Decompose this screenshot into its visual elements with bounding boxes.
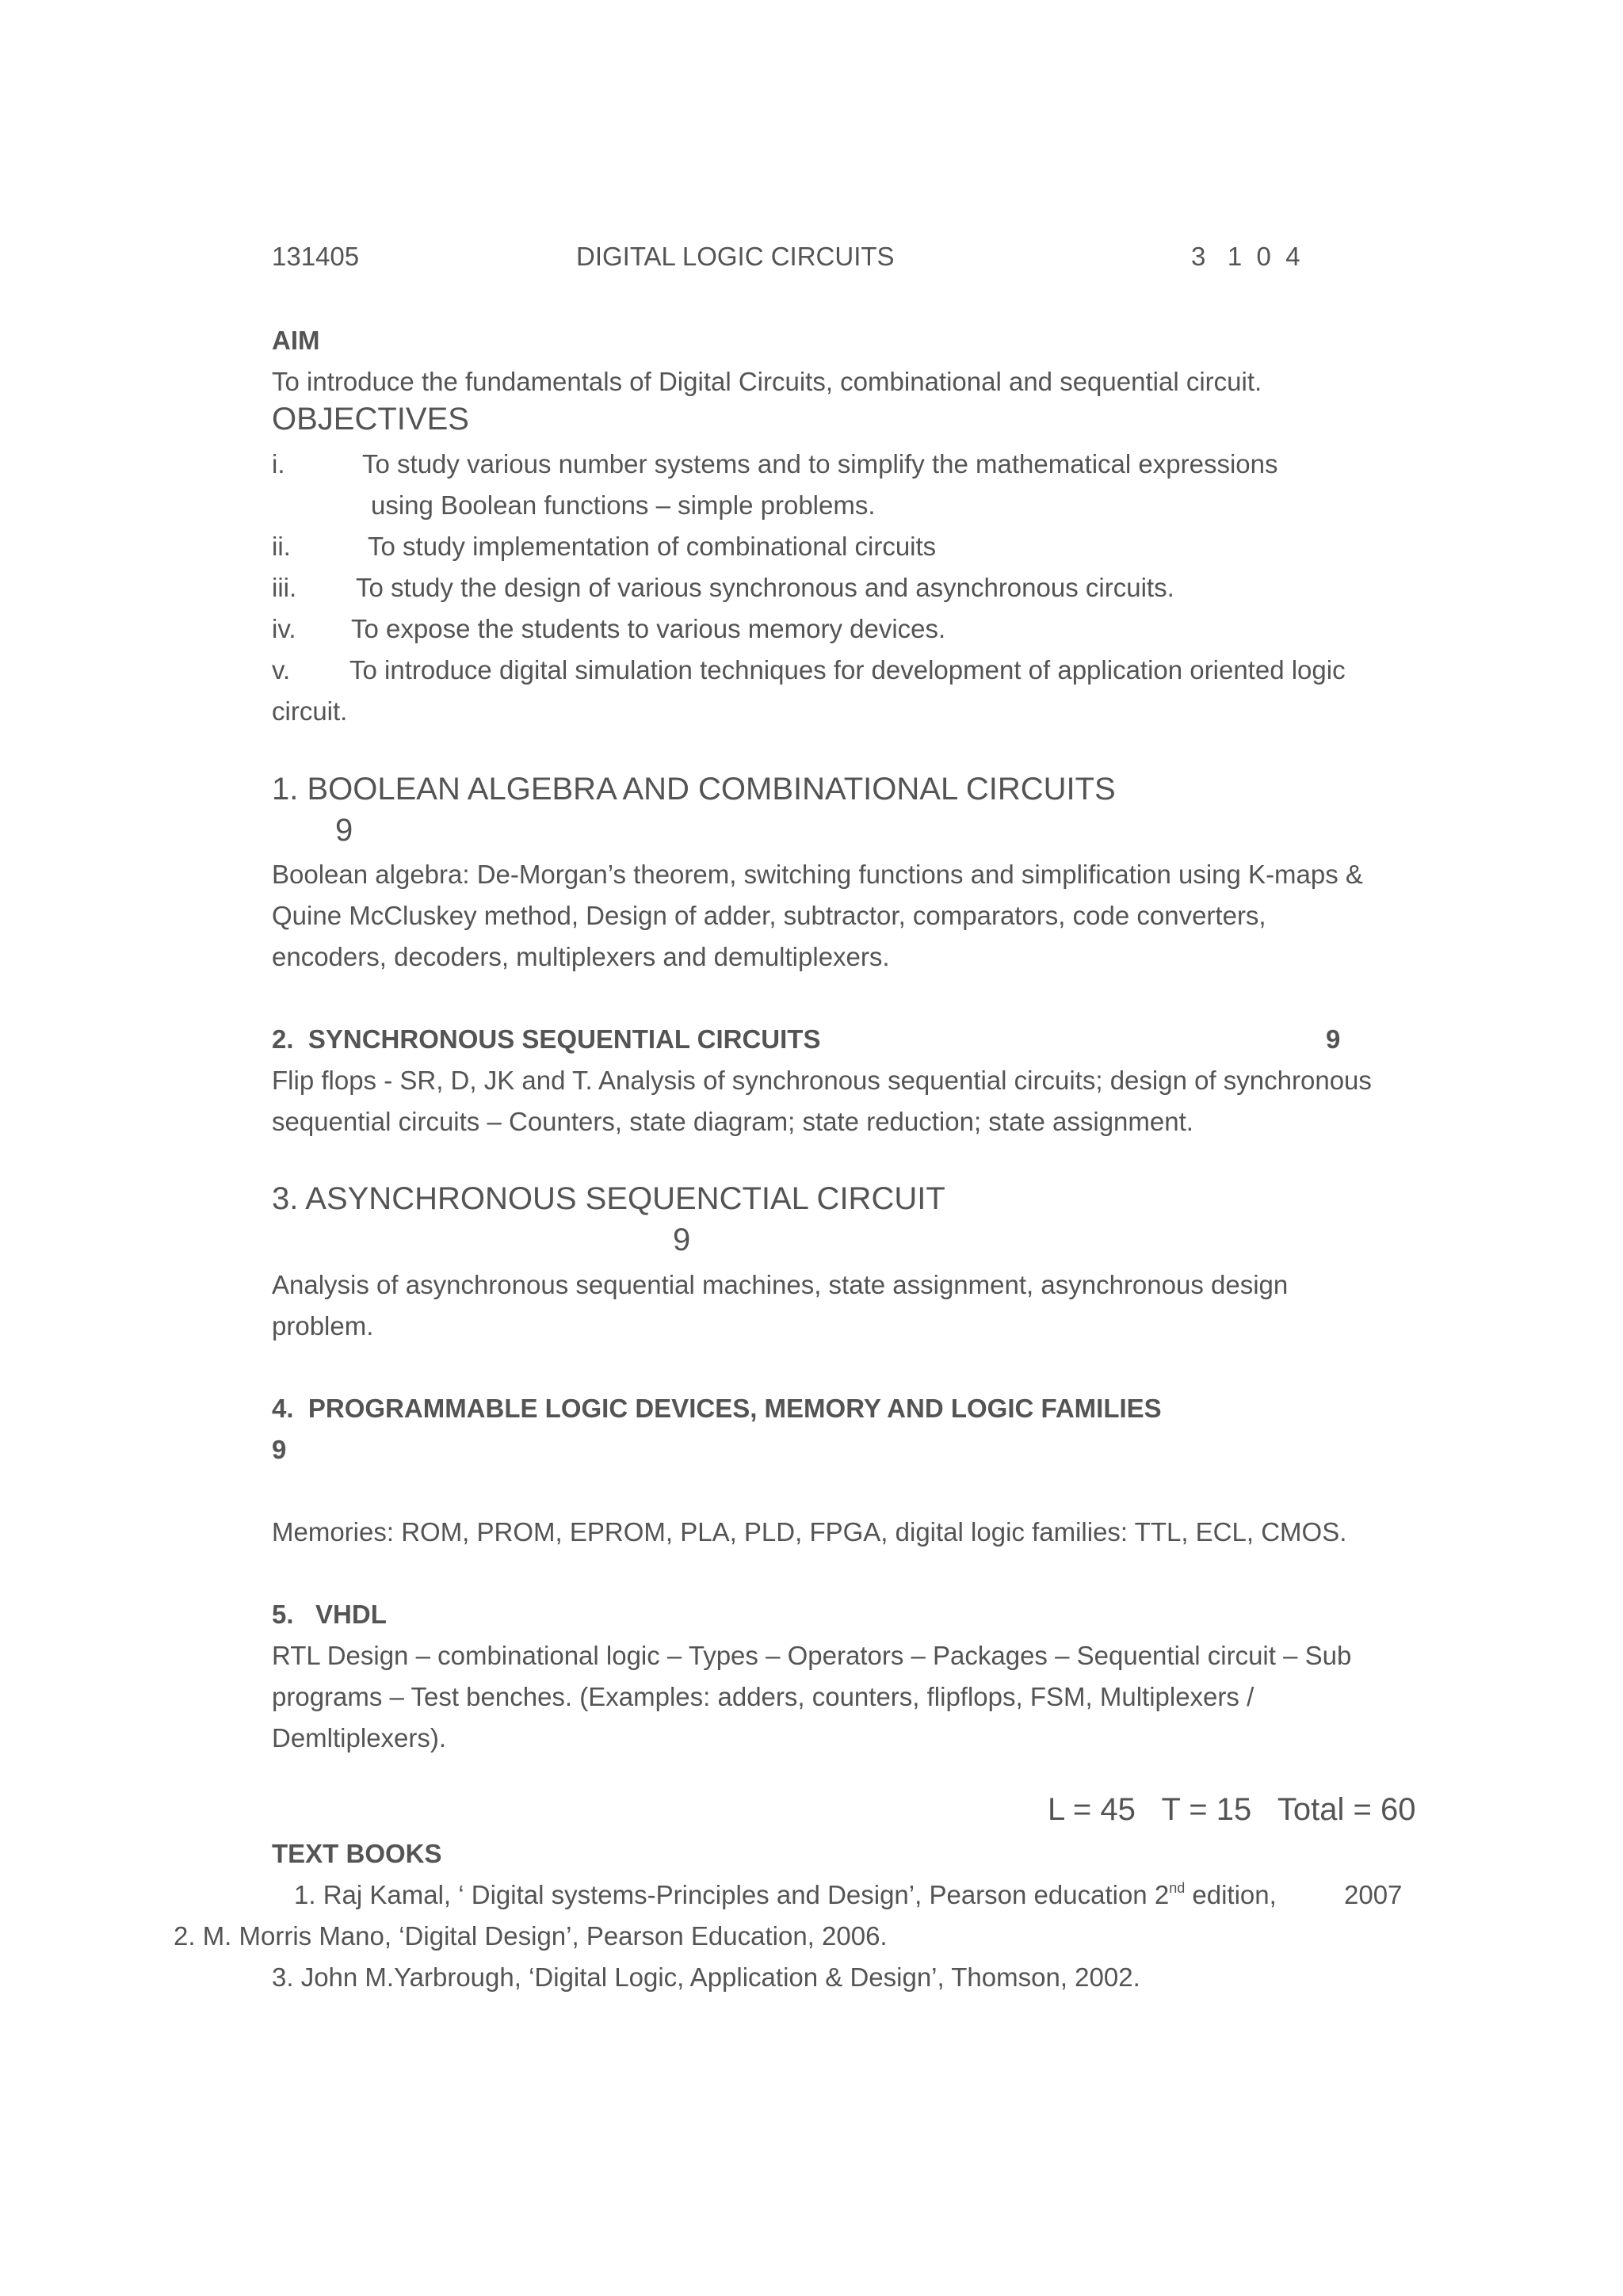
- unit-hours: 9: [335, 813, 353, 848]
- unit-description-line: Quine McCluskey method, Design of adder, subtractor, comparators, code converters,: [272, 901, 1266, 930]
- aim-heading: AIM: [272, 326, 320, 355]
- textbook-entry: 2. M. Morris Mano, ‘Digital Design’, Pearson Education, 2006.: [174, 1921, 888, 1951]
- unit-description-line: problem.: [272, 1311, 374, 1341]
- objective-text-continued: circuit.: [272, 696, 348, 726]
- objective-number: iii.: [272, 573, 297, 602]
- objective-number: ii.: [272, 532, 291, 561]
- aim-text: To introduce the fundamentals of Digital Circuits, combinational and sequential circuit.: [272, 367, 1262, 396]
- course-title: DIGITAL LOGIC CIRCUITS: [576, 242, 895, 271]
- unit-title: 4. PROGRAMMABLE LOGIC DEVICES, MEMORY AND LOGIC FAMILIES: [272, 1394, 1162, 1423]
- objective-text: To study implementation of combinational circuits: [368, 532, 937, 561]
- unit-description-line: Memories: ROM, PROM, EPROM, PLA, PLD, FPGA, digital logic families: TTL, ECL, CMOS.: [272, 1517, 1347, 1547]
- objective-number: v.: [272, 655, 291, 685]
- unit-description-line: Flip flops - SR, D, JK and T. Analysis of synchronous sequential circuits; design of synchronous: [272, 1066, 1372, 1095]
- unit-description-line: Analysis of asynchronous sequential machines, state assignment, asynchronous design: [272, 1270, 1289, 1299]
- unit-title: 5. VHDL: [272, 1600, 387, 1629]
- unit-hours: 9: [1326, 1024, 1341, 1054]
- unit-description-line: encoders, decoders, multiplexers and demultiplexers.: [272, 942, 890, 971]
- objective-number: iv.: [272, 614, 296, 643]
- objectives-heading: OBJECTIVES: [272, 402, 469, 437]
- objective-text-continued: using Boolean functions – simple problems.: [371, 490, 876, 520]
- objective-number: i.: [272, 449, 285, 479]
- objective-text: To expose the students to various memory devices.: [351, 614, 946, 643]
- textbook-entry-text: edition,: [1185, 1880, 1277, 1909]
- unit-title: 1. BOOLEAN ALGEBRA AND COMBINATIONAL CIRCUITS: [272, 772, 1116, 807]
- textbook-entry: [294, 1879, 1277, 1911]
- textbook-year: 2007: [1344, 1880, 1403, 1909]
- textbook-entry-text: 1. Raj Kamal, ‘ Digital systems-Principles and Design’, Pearson education 2: [294, 1880, 1170, 1909]
- unit-title: 2. SYNCHRONOUS SEQUENTIAL CIRCUITS: [272, 1024, 821, 1054]
- objective-text: To study various number systems and to simplify the mathematical expressions: [362, 449, 1278, 479]
- unit-description-line: RTL Design – combinational logic – Types – Operators – Packages – Sequential circuit – Sub: [272, 1641, 1352, 1670]
- textbook-edition-superscript: nd: [1169, 1880, 1186, 1896]
- course-code: 131405: [272, 242, 360, 271]
- unit-description-line: Demltiplexers).: [272, 1723, 447, 1753]
- textbook-entry: 3. John M.Yarbrough, ‘Digital Logic, Application & Design’, Thomson, 2002.: [272, 1962, 1140, 1992]
- unit-hours: 9: [673, 1222, 691, 1257]
- unit-description-line: Boolean algebra: De-Morgan’s theorem, switching functions and simplification using K-maps &: [272, 860, 1363, 889]
- hours-total: L = 45 T = 15 Total = 60: [1048, 1792, 1416, 1827]
- unit-title: 3. ASYNCHRONOUS SEQUENCTIAL CIRCUIT: [272, 1181, 945, 1216]
- unit-hours: 9: [272, 1435, 287, 1464]
- objective-text: To study the design of various synchronous and asynchronous circuits.: [356, 573, 1174, 602]
- objective-text: To introduce digital simulation techniques for development of application oriented logic: [349, 655, 1346, 685]
- unit-description-line: programs – Test benches. (Examples: adders, counters, flipflops, FSM, Multiplexers /: [272, 1682, 1254, 1711]
- course-credits: 3 1 0 4: [1191, 242, 1300, 271]
- unit-description-line: sequential circuits – Counters, state diagram; state reduction; state assignment.: [272, 1107, 1193, 1136]
- textbooks-heading: TEXT BOOKS: [272, 1839, 442, 1868]
